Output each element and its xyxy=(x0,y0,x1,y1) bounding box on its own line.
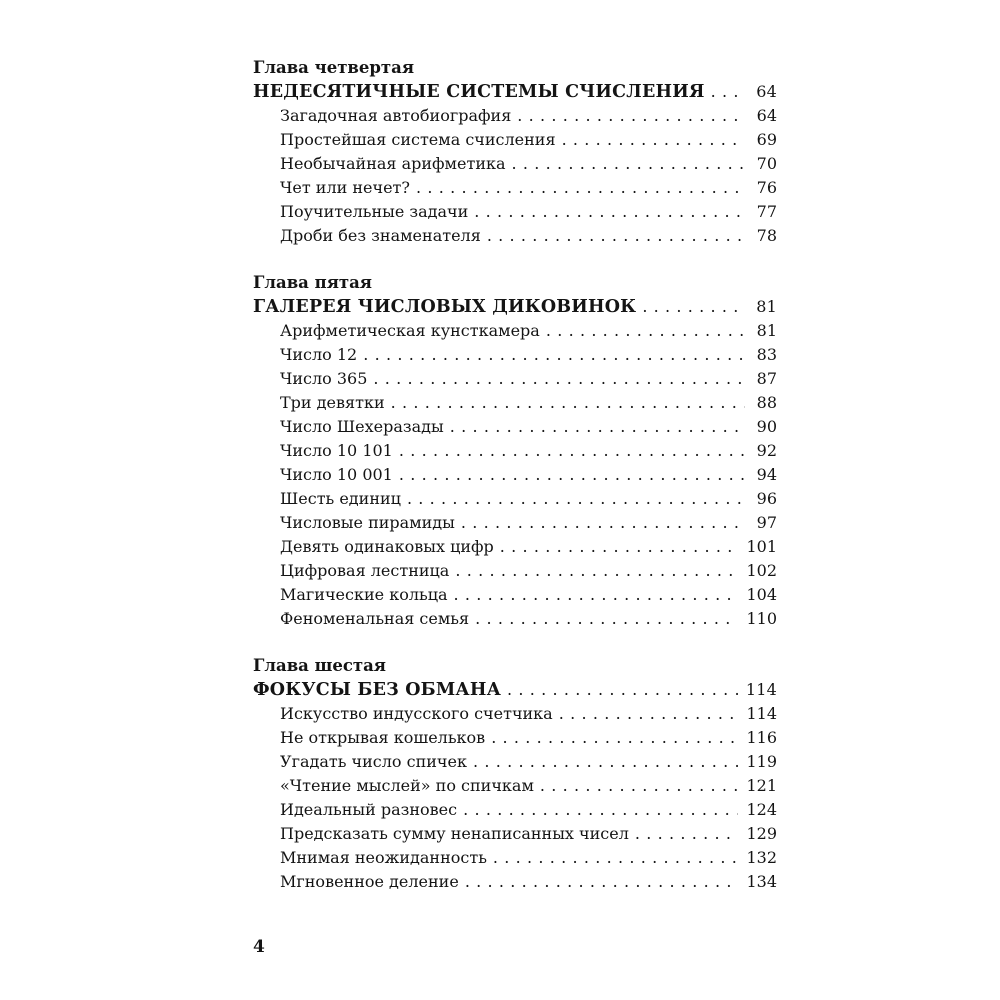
section-title: Поучительные задачи xyxy=(280,202,469,221)
section-page-number: 77 xyxy=(756,202,777,221)
chapter-title-page-number: 81 xyxy=(756,297,777,316)
section-page-number: 94 xyxy=(756,465,777,484)
section-entry xyxy=(253,583,777,607)
section-title: Число 12 xyxy=(280,345,358,364)
section-title: Необычайная арифметика xyxy=(280,154,506,173)
section-entry xyxy=(253,750,777,774)
section-title: Мнимая неожиданность xyxy=(280,848,487,867)
section-page-number: 70 xyxy=(756,154,777,173)
chapter-title-page-number: 64 xyxy=(756,82,777,101)
section-entry xyxy=(253,415,777,439)
dot-leader xyxy=(493,846,739,870)
section-entry xyxy=(253,367,777,391)
dot-leader xyxy=(711,80,745,104)
section-title: Шесть единиц xyxy=(280,489,401,508)
dot-leader xyxy=(461,511,745,535)
section-page-number: 92 xyxy=(756,441,777,460)
dot-leader xyxy=(450,415,745,439)
chapter-title-title: ГАЛЕРЕЯ ЧИСЛОВЫХ ДИКОВИНОК xyxy=(253,297,637,317)
section-entry xyxy=(253,487,777,511)
chapter-title-entry xyxy=(253,80,777,104)
page-number: 4 xyxy=(253,937,265,957)
section-page-number: 102 xyxy=(746,561,777,580)
chapter-title-page-number: 114 xyxy=(745,680,777,699)
section-page-number: 64 xyxy=(756,106,777,125)
section-page-number: 69 xyxy=(756,130,777,149)
section-title: Три девятки xyxy=(280,393,385,412)
section-page-number: 114 xyxy=(746,704,777,723)
chapter-label: Глава четвертая xyxy=(253,58,415,77)
section-page-number: 116 xyxy=(746,728,777,747)
section-page-number: 110 xyxy=(746,609,777,628)
dot-leader xyxy=(507,678,738,702)
section-entry xyxy=(253,607,777,631)
section-page-number: 90 xyxy=(756,417,777,436)
chapter-title-entry xyxy=(253,295,777,319)
table-of-contents xyxy=(253,56,777,917)
section-title: Искусство индусского счетчика xyxy=(280,704,553,723)
section-title: Число 365 xyxy=(280,369,368,388)
section-title: Угадать число спичек xyxy=(280,752,467,771)
section-title: Феноменальная семья xyxy=(280,609,470,628)
section-page-number: 97 xyxy=(756,513,777,532)
section-page-number: 96 xyxy=(756,489,777,508)
dot-leader xyxy=(399,439,745,463)
section-title: Цифровая лестница xyxy=(280,561,450,580)
dot-leader xyxy=(465,870,739,894)
section-page-number: 119 xyxy=(746,752,777,771)
section-title: Чет или нечет? xyxy=(280,178,410,197)
section-page-number: 88 xyxy=(756,393,777,412)
section-page-number: 76 xyxy=(756,178,777,197)
section-title: Число 10 101 xyxy=(280,441,393,460)
section-title: Число Шехеразады xyxy=(280,417,444,436)
section-entry xyxy=(253,224,777,248)
chapter-block xyxy=(253,654,777,894)
section-entry xyxy=(253,870,777,894)
chapter-label: Глава пятая xyxy=(253,273,372,292)
chapter-title-entry xyxy=(253,678,777,702)
section-entry xyxy=(253,846,777,870)
section-page-number: 124 xyxy=(746,800,777,819)
section-page-number: 87 xyxy=(756,369,777,388)
section-entry xyxy=(253,511,777,535)
dot-leader xyxy=(487,224,745,248)
section-page-number: 78 xyxy=(756,226,777,245)
dot-leader xyxy=(373,367,745,391)
section-page-number: 121 xyxy=(746,776,777,795)
dot-leader xyxy=(500,535,739,559)
section-title: «Чтение мыслей» по спичкам xyxy=(280,776,534,795)
section-entry xyxy=(253,559,777,583)
dot-leader xyxy=(399,463,745,487)
dot-leader xyxy=(546,319,745,343)
section-page-number: 101 xyxy=(746,537,777,556)
section-page-number: 134 xyxy=(746,872,777,891)
section-title: Арифметическая кунсткамера xyxy=(280,321,540,340)
section-title: Дроби без знаменателя xyxy=(280,226,481,245)
section-page-number: 129 xyxy=(746,824,777,843)
section-entry xyxy=(253,176,777,200)
section-entry xyxy=(253,774,777,798)
dot-leader xyxy=(474,200,745,224)
section-title: Не открывая кошельков xyxy=(280,728,486,747)
section-entry xyxy=(253,104,777,128)
section-entry xyxy=(253,798,777,822)
dot-leader xyxy=(512,152,745,176)
dot-leader xyxy=(463,798,738,822)
section-entry xyxy=(253,152,777,176)
section-title: Магические кольца xyxy=(280,585,448,604)
section-page-number: 104 xyxy=(746,585,777,604)
section-page-number: 81 xyxy=(756,321,777,340)
chapter-block xyxy=(253,271,777,631)
dot-leader xyxy=(363,343,745,367)
section-title: Загадочная автобиография xyxy=(280,106,512,125)
chapter-block xyxy=(253,56,777,248)
section-title: Мгновенное деление xyxy=(280,872,459,891)
chapter-title-title: ФОКУСЫ БЕЗ ОБМАНА xyxy=(253,680,502,700)
dot-leader xyxy=(491,726,738,750)
section-title: Идеальный разновес xyxy=(280,800,458,819)
dot-leader xyxy=(642,295,745,319)
section-page-number: 132 xyxy=(746,848,777,867)
chapter-label: Глава шестая xyxy=(253,656,386,675)
dot-leader xyxy=(416,176,745,200)
dot-leader xyxy=(455,559,738,583)
section-title: Предсказать сумму ненаписанных чисел xyxy=(280,824,629,843)
section-title: Числовые пирамиды xyxy=(280,513,455,532)
section-page-number: 83 xyxy=(756,345,777,364)
section-title: Число 10 001 xyxy=(280,465,393,484)
section-entry xyxy=(253,128,777,152)
dot-leader xyxy=(475,607,738,631)
dot-leader xyxy=(454,583,739,607)
section-title: Девять одинаковых цифр xyxy=(280,537,494,556)
dot-leader xyxy=(635,822,739,846)
section-entry xyxy=(253,726,777,750)
dot-leader xyxy=(559,702,739,726)
dot-leader xyxy=(517,104,745,128)
section-entry xyxy=(253,391,777,415)
section-entry xyxy=(253,463,777,487)
chapter-title-title: НЕДЕСЯТИЧНЫЕ СИСТЕМЫ СЧИСЛЕНИЯ xyxy=(253,82,705,102)
section-title: Простейшая система счисления xyxy=(280,130,556,149)
dot-leader xyxy=(473,750,739,774)
dot-leader xyxy=(407,487,745,511)
section-entry xyxy=(253,343,777,367)
section-entry xyxy=(253,439,777,463)
dot-leader xyxy=(391,391,745,415)
section-entry xyxy=(253,319,777,343)
section-entry xyxy=(253,822,777,846)
section-entry xyxy=(253,200,777,224)
section-entry xyxy=(253,702,777,726)
dot-leader xyxy=(540,774,739,798)
section-entry xyxy=(253,535,777,559)
dot-leader xyxy=(562,128,745,152)
